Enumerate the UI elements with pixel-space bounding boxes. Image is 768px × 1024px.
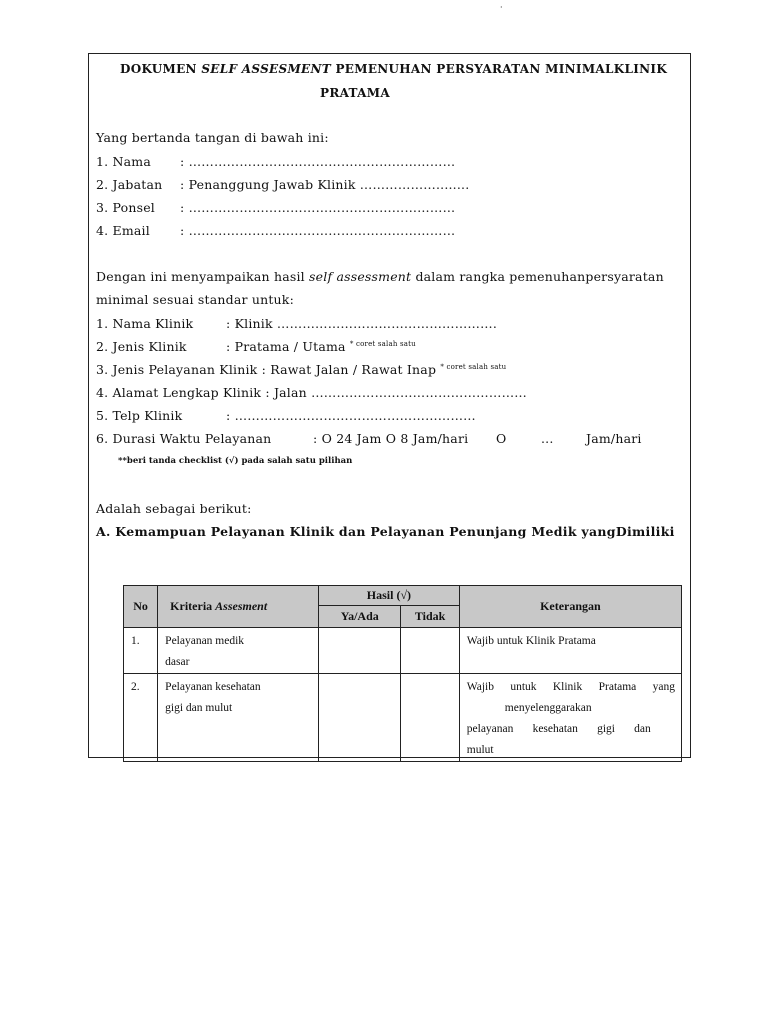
signer-phone-label: 3. Ponsel (96, 200, 155, 215)
row-remarks: Wajib untuk Klinik Pratama (459, 628, 681, 674)
statement-line1: Dengan ini menyampaikan hasil self assessment dalam rangka pemenuhanpersyaratan (96, 269, 664, 284)
clinic-type-label: 2. Jenis Klinik (96, 339, 187, 354)
signer-email-label: 4. Email (96, 223, 150, 238)
table-row (124, 674, 682, 762)
header-remarks: Keterangan (459, 586, 681, 628)
row-criteria: Pelayanan medik dasar (158, 628, 319, 674)
signer-name-field: : ……………………………………………………… (180, 154, 456, 169)
signer-position-label: 2. Jabatan (96, 177, 163, 192)
assessment-table (123, 585, 682, 762)
row-yes-checkbox[interactable] (319, 628, 401, 674)
service-duration-other-option: O (496, 431, 507, 446)
row-remarks: Wajib untuk Klinik Pratama yang menyelenggarakan pelayanan kesehatan gigi dan mulut (459, 674, 681, 762)
service-duration-label: 6. Durasi Waktu Pelayanan (96, 431, 272, 446)
table-row (124, 628, 682, 674)
header-criteria: Kriteria Assesment (158, 586, 319, 628)
clinic-service-type: 3. Jenis Pelayanan Klinik : Rawat Jalan / Rawat Inap $^{* coret salah satu}$ (96, 362, 507, 377)
clinic-name-label: 1. Nama Klinik (96, 316, 194, 331)
clinic-address: 4. Alamat Lengkap Klinik : Jalan …………………………………………… (96, 385, 527, 400)
service-duration-options: : O 24 Jam O 8 Jam/hari (313, 431, 469, 446)
clinic-service-note: * coret salah satu (440, 362, 507, 371)
document-title-line2: PRATAMA (320, 86, 390, 100)
service-duration-other-blank: ... (541, 431, 554, 446)
row-no-checkbox[interactable] (401, 628, 459, 674)
signer-email-field: : ……………………………………………………… (180, 223, 456, 238)
row-number: 1. (124, 628, 158, 674)
signer-name-label: 1. Nama (96, 154, 151, 169)
row-number: 2. (124, 674, 158, 762)
checklist-note: **beri tanda checklist (√) pada salah satu pilihan (118, 456, 353, 466)
statement-line2: minimal sesuai standar untuk: (96, 292, 294, 307)
section-a-heading: A. Kemampuan Pelayanan Klinik dan Pelayanan Penunjang Medik yangDimiliki (96, 524, 675, 539)
clinic-name-field: : Klinik ……………………………………………. (226, 316, 497, 331)
service-duration-unit: Jam/hari (586, 431, 642, 446)
clinic-phone-field: : ………………………………………………… (226, 408, 476, 423)
clinic-type-note: * coret salah satu (349, 339, 416, 348)
header-no: No (124, 586, 158, 628)
clinic-phone-label: 5. Telp Klinik (96, 408, 183, 423)
row-no-checkbox[interactable] (401, 674, 459, 762)
row-yes-checkbox[interactable] (319, 674, 401, 762)
intro-text: Yang bertanda tangan di bawah ini: (96, 130, 329, 145)
signer-phone-field: : ……………………………………………………… (180, 200, 456, 215)
stray-mark: · (500, 3, 503, 12)
clinic-type-field: : Pratama / Utama $^{* coret salah satu}$ (226, 339, 416, 354)
signer-position-field: : Penanggung Jawab Klinik ………………........ (180, 177, 470, 192)
header-yes: Ya/Ada (319, 606, 401, 628)
document-title-line1: DOKUMEN SELF ASSESMENT PEMENUHAN PERSYARATAN MINIMALKLINIK (120, 62, 668, 76)
row-criteria: Pelayanan kesehatan gigi dan mulut (158, 674, 319, 762)
header-result: Hasil (√) (319, 586, 460, 606)
follows-text: Adalah sebagai berikut: (96, 501, 252, 516)
header-no-option: Tidak (401, 606, 459, 628)
